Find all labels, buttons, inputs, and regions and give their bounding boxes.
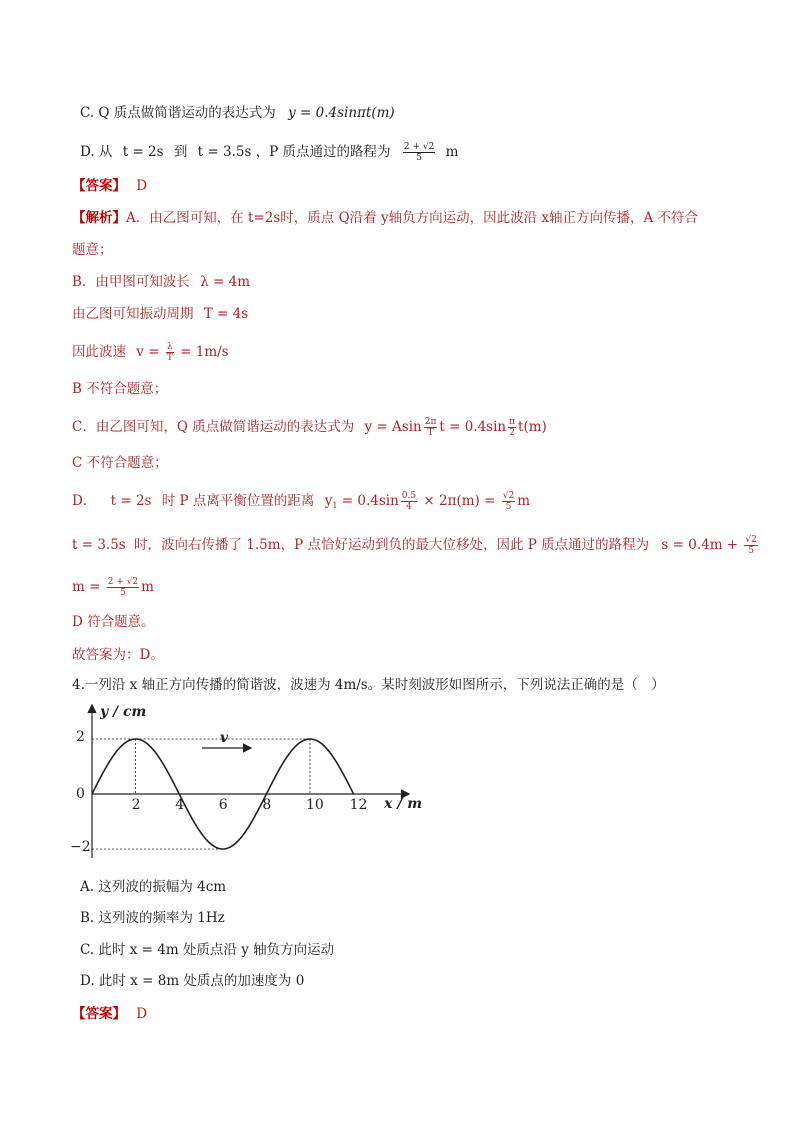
analysis-d2-t: t = 3.5s <box>72 537 126 553</box>
fraction-numerator: 0.5 <box>401 491 417 501</box>
fraction-denominator: T <box>166 353 173 363</box>
analysis-d-t: t = 2s <box>110 493 152 509</box>
q4-option-a: A. 这列波的振幅为 4cm <box>80 879 227 895</box>
analysis-b-line1 <box>72 273 250 291</box>
fraction-denominator: 5 <box>505 502 512 512</box>
analysis-d-subscript: 1 <box>332 501 338 510</box>
y-tick-label: 2 <box>76 729 85 745</box>
analysis-tag: 【解析】 <box>72 210 126 226</box>
analysis-b3-text: 因此波速 <box>72 344 126 360</box>
analysis-c-line1 <box>72 417 547 438</box>
analysis-a-line2: 题意； <box>72 242 113 258</box>
x-tick-label: 10 <box>306 797 324 813</box>
q3-option-d-fraction <box>403 142 435 163</box>
fraction-denominator: T <box>427 428 434 438</box>
fraction-numerator: 2 + √2 <box>403 142 435 152</box>
analysis-b-formula: λ = 4m <box>200 274 251 290</box>
analysis-d-f3: × 2π(m) = <box>423 493 496 509</box>
analysis-c-line2: C 不符合题意； <box>72 455 168 471</box>
analysis-d-unit: m <box>517 493 530 509</box>
q4-stem: 4.一列沿 x 轴正方向传播的简谐波，波速为 4m/s。某时刻波形如图所示，下列说法正确的是（ ） <box>72 677 665 693</box>
fraction-numerator: 2π <box>424 417 437 427</box>
fraction-numerator: π <box>509 417 516 427</box>
answer-value: D <box>136 1006 148 1022</box>
q4-option-d: D. 此时 x = 8m 处质点的加速度为 0 <box>80 973 305 989</box>
q3-option-d-unit: m <box>445 144 459 160</box>
final-answer: 故答案为：D。 <box>72 647 164 663</box>
fraction-denominator: 4 <box>406 502 412 512</box>
analysis-d2-fraction <box>744 535 757 556</box>
analysis-d-line1 <box>72 491 530 515</box>
q3-option-d-t2: t = 3.5s <box>197 144 252 160</box>
fraction-denominator: 5 <box>120 588 126 598</box>
q3-option-c-label: C. Q 质点做简谐运动的表达式为 <box>80 105 276 121</box>
q3-option-d-t1: t = 2s <box>122 144 164 160</box>
y-axis-label: y / cm <box>100 704 147 720</box>
fraction-numerator: √2 <box>502 491 515 501</box>
q4-option-b: B. 这列波的频率为 1Hz <box>80 910 225 926</box>
fraction-numerator: √2 <box>745 535 757 545</box>
analysis-a-line1 <box>72 209 698 227</box>
answer-tag: 【答案】 <box>72 178 126 194</box>
x-tick-label: 2 <box>131 797 141 813</box>
analysis-d-fraction1 <box>401 491 417 512</box>
answer-tag: 【答案】 <box>72 1006 126 1022</box>
analysis-b3-rest: = 1m/s <box>180 344 229 360</box>
x-ticks <box>132 797 368 813</box>
fraction-numerator: 2 + √2 <box>107 577 139 587</box>
analysis-d2-text: 时，波向右传播了 1.5m，P 点恰好运动到负的最大位移处，因此 P 质点通过的路程为 <box>134 537 650 553</box>
y-tick-label: 0 <box>76 786 85 802</box>
fraction-numerator: λ <box>166 342 173 352</box>
analysis-b2-text: 由乙图可知振动周期 <box>72 306 194 322</box>
q3-option-d-to: 到 <box>173 144 188 160</box>
y-tick-label: −2 <box>70 839 91 855</box>
analysis-b3-v: v = <box>136 344 160 360</box>
x-tick-label: 6 <box>218 797 228 813</box>
analysis-b-text: B．由甲图可知波长 <box>72 274 190 290</box>
analysis-d-mid: 时 P 点离平衡位置的距离 <box>161 493 315 509</box>
analysis-d-line4: D 符合题意。 <box>72 614 155 630</box>
analysis-d-line3 <box>72 577 154 598</box>
analysis-d3-m: m = <box>72 579 101 595</box>
analysis-b-line3 <box>72 342 229 363</box>
q3-answer <box>72 177 147 195</box>
analysis-b3-fraction <box>166 342 174 363</box>
analysis-c-f3: t(m) <box>518 419 547 435</box>
analysis-c-fraction1 <box>424 417 438 438</box>
fraction-denominator: 5 <box>748 546 755 556</box>
analysis-d-f2: = 0.4sin <box>341 493 399 509</box>
x-tick-label: 12 <box>349 797 368 813</box>
q3-option-c <box>80 104 395 122</box>
analysis-b-line2 <box>72 305 248 323</box>
analysis-b-line4: B 不符合题意； <box>72 381 168 397</box>
q3-option-d-mid: ，P 质点通过的路程为 <box>255 144 391 160</box>
analysis-d-line2 <box>72 535 760 556</box>
fraction-denominator: 2 <box>509 428 515 438</box>
analysis-b2-formula: T = 4s <box>203 306 249 322</box>
analysis-c-fraction2 <box>508 417 516 438</box>
analysis-d-label: D． <box>72 493 97 509</box>
answer-value: D <box>136 178 148 194</box>
x-axis-label: x / m <box>384 796 423 812</box>
q3-option-d-label: D. 从 <box>80 144 113 160</box>
analysis-d-fraction2 <box>502 491 515 512</box>
q3-option-c-formula: y = 0.4sinπt(m) <box>288 105 395 121</box>
analysis-d-f1: y <box>324 493 333 509</box>
analysis-a-text: A．由乙图可知，在 t=2s时，质点 Q沿着 y轴负方向运动，因此波沿 x轴正方向传播，A 不符合 <box>126 210 699 226</box>
q4-option-c: C. 此时 x = 4m 处质点沿 y 轴负方向运动 <box>80 942 335 958</box>
velocity-label: v <box>220 730 229 746</box>
wave-chart <box>70 698 430 868</box>
analysis-d3-fraction <box>107 577 139 598</box>
x-tick-label: 8 <box>262 797 272 813</box>
analysis-c-f2: t = 0.4sin <box>439 419 507 435</box>
analysis-d3-unit: m <box>141 579 154 595</box>
fraction-denominator: 5 <box>416 153 422 163</box>
q4-answer <box>72 1005 147 1023</box>
x-tick-label: 4 <box>175 797 185 813</box>
q3-option-d <box>80 142 458 163</box>
analysis-c-f1: y = Asin <box>364 419 422 435</box>
analysis-d2-formula: s = 0.4m + <box>661 537 739 553</box>
analysis-c-text: C．由乙图可知，Q 质点做简谐运动的表达式为 <box>72 419 355 435</box>
